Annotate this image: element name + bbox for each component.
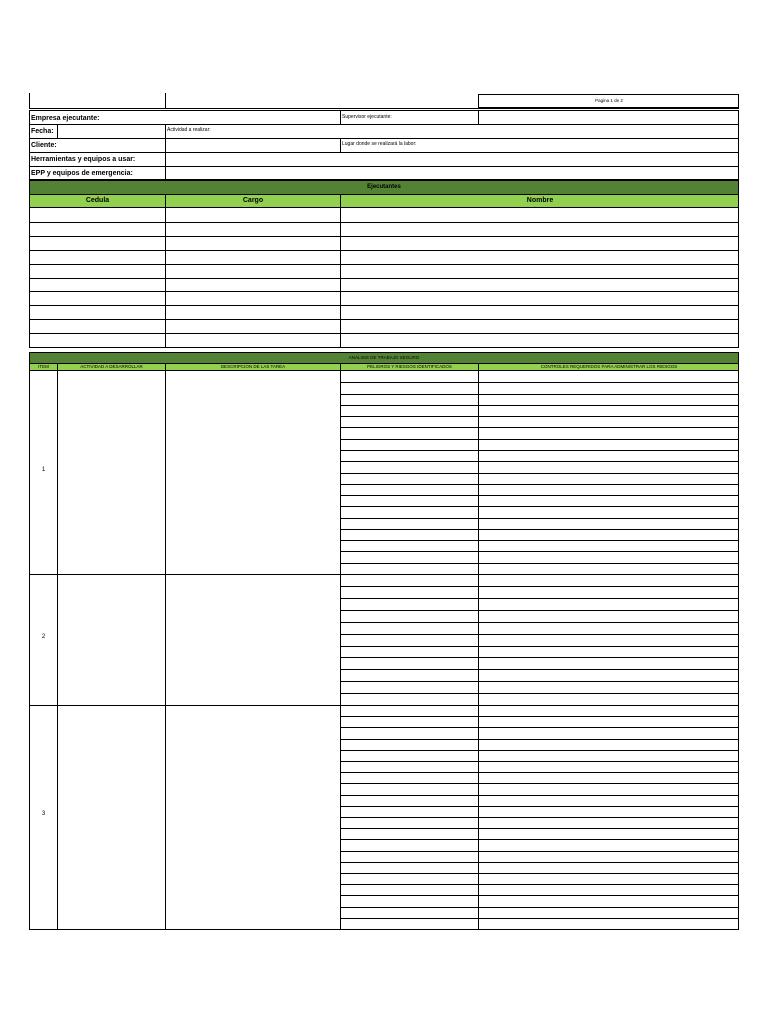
fecha-label: Fecha:: [31, 128, 54, 135]
ejecutantes-row-divider: [30, 305, 739, 306]
ats-row-divider: [340, 783, 739, 784]
ats-row-divider: [340, 394, 739, 395]
ats-row-divider: [340, 884, 739, 885]
herramientas-field[interactable]: [166, 153, 738, 166]
ats-row-divider: [340, 551, 739, 552]
ats-title: ANÁLISIS DE TRABAJO SEGURO: [348, 355, 420, 360]
ats-row-divider: [340, 817, 739, 818]
cliente-label: Cliente:: [31, 142, 57, 149]
ats-row-divider: [340, 657, 739, 658]
ejecutantes-title-bar: [29, 180, 739, 195]
lugar-label: Lugar donde se realizará la labor:: [342, 141, 417, 147]
ats-row-divider: [340, 851, 739, 852]
col-controles: CONTROLES REQUERIDOS PARA ADMINISTRAR LOS RIESGOS: [540, 364, 678, 369]
ats-table: [29, 370, 739, 930]
ats-row-divider: [340, 610, 739, 611]
ats-row-divider: [340, 540, 739, 541]
ats-row-divider: [340, 681, 739, 682]
supervisor-field[interactable]: [479, 111, 739, 125]
col-item: ITEM: [38, 364, 49, 369]
ats-row-divider: [340, 439, 739, 440]
ats-row-divider: [340, 598, 739, 599]
ats-row-divider: [340, 669, 739, 670]
ats-row-divider: [340, 918, 739, 919]
ats-row-divider: [340, 828, 739, 829]
supervisor-label: Supervisor ejecutante:: [342, 114, 392, 120]
ejecutantes-row-divider: [30, 222, 739, 223]
ejecutantes-row-divider: [30, 250, 739, 251]
ats-row-divider: [340, 416, 739, 417]
ats-row-divider: [340, 739, 739, 740]
form-block: [29, 110, 739, 180]
ats-row-divider: [340, 461, 739, 462]
ejecutantes-row-divider: [30, 333, 739, 334]
ats-row-divider: [340, 484, 739, 485]
page-number: Pagina 1 de 2: [595, 98, 623, 103]
ats-row-divider: [340, 907, 739, 908]
ejecutantes-row-divider: [30, 236, 739, 237]
ats-row-divider: [340, 761, 739, 762]
ats-row-divider: [340, 518, 739, 519]
epp-label: EPP y equipos de emergencia:: [31, 170, 133, 177]
ejecutantes-columns: [29, 194, 739, 208]
ats-row-divider: [340, 382, 739, 383]
ats-row-divider: [340, 473, 739, 474]
epp-field[interactable]: [166, 167, 738, 180]
ats-row-divider: [340, 563, 739, 564]
ats-row-divider: [340, 586, 739, 587]
ats-row-divider: [340, 693, 739, 694]
ats-row-divider: [340, 750, 739, 751]
col-cedula: Cedula: [85, 197, 110, 204]
ats-row-divider: [340, 895, 739, 896]
ats-row-divider: [340, 716, 739, 717]
item-number-1: 1: [41, 467, 46, 473]
herramientas-label: Herramientas y equipos a usar:: [31, 156, 136, 163]
item-number-2: 2: [41, 634, 46, 640]
ats-row-divider: [340, 427, 739, 428]
col-actividad: ACTIVIDAD A DESARROLLAR: [80, 364, 143, 369]
ats-row-divider: [340, 795, 739, 796]
ats-row-divider: [340, 727, 739, 728]
empresa-label: Empresa ejecutante:: [31, 115, 100, 122]
col-cargo: Cargo: [242, 197, 264, 204]
ats-row-divider: [340, 873, 739, 874]
actividad-label: Actividad a realizar:: [167, 127, 211, 133]
ats-row-divider: [340, 839, 739, 840]
ats-row-divider: [340, 405, 739, 406]
col-nombre: Nombre: [526, 197, 554, 204]
ats-row-divider: [340, 772, 739, 773]
ejecutantes-row-divider: [30, 319, 739, 320]
ejecutantes-table: [29, 207, 739, 348]
ats-row-divider: [340, 622, 739, 623]
ejecutantes-row-divider: [30, 278, 739, 279]
item-number-3: 3: [41, 811, 46, 817]
ats-row-divider: [340, 495, 739, 496]
ejecutantes-title: Ejecutantes: [367, 184, 401, 190]
ats-row-divider: [340, 862, 739, 863]
ats-row-divider: [340, 634, 739, 635]
ats-row-divider: [340, 529, 739, 530]
ejecutantes-row-divider: [30, 291, 739, 292]
fecha-field[interactable]: [58, 125, 165, 138]
ats-row-divider: [340, 450, 739, 451]
ats-row-divider: [340, 506, 739, 507]
ats-row-divider: [340, 806, 739, 807]
page-number-box: [478, 94, 739, 108]
col-descripcion: DESCRIPCION DE LAS TAREA: [220, 364, 286, 369]
ejecutantes-row-divider: [30, 264, 739, 265]
ats-row-divider: [340, 646, 739, 647]
col-peligros: PELIGROS Y RIESGOS IDENTIFICADOS: [367, 364, 452, 369]
